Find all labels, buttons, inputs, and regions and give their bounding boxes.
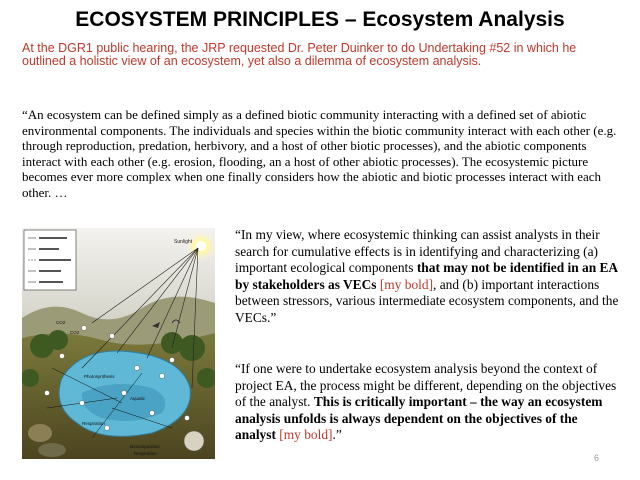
diagram-label: Respiration <box>134 451 157 456</box>
sun-label: Sunlight <box>174 239 193 245</box>
diagram-label: CO2 <box>70 330 80 335</box>
quote3-text: “If one were to undertake ecosystem analysis beyond the context of project EA, the process might be different, depending on the objectives of the analyst. <box>235 361 617 410</box>
ecosystem-illustration <box>22 228 215 459</box>
intro-text: At the DGR1 public hearing, the JRP requested Dr. Peter Duinker to do Undertaking #52 in which he outlined a holistic view of an ecosystem, yet also a dilemma of ecosystem analysis. <box>22 41 577 68</box>
quote2-bold: that may not be identified in an EA by stakeholders as VECs <box>235 260 618 292</box>
quote3-text-end: .” <box>332 427 342 443</box>
quote2-text: “In my view, where ecosystemic thinking can assist analysts in their search for cumulative effects is in identifying and characterizing (a) important ecological components <box>235 227 600 276</box>
page-number: 6 <box>594 453 600 463</box>
quote3-bold: This is critically important – the way an ecosystem analysis unfolds is always dependent on the objectives of the analyst <box>235 394 603 443</box>
quote3-my-bold: [my bold] <box>275 427 333 443</box>
cumulative-effects-quote <box>235 227 620 327</box>
diagram-label: Decomposition <box>130 444 160 449</box>
slide-title: ECOSYSTEM PRINCIPLES – Ecosystem Analysis <box>75 8 565 31</box>
diagram-label: Respiration <box>82 421 105 426</box>
ecosystem-definition-quote: “An ecosystem can be defined simply as a defined biotic community interacting with a defined set of abiotic environmental components. The individuals and species within the biotic community interact with each other (e.g. through reproduction, predation, herbivory, and a host of other biotic processes), and the abiotic components interact with each other (e.g. erosion, flooding, an a host of other abiotic processes). The ecosystemic picture becomes ever more complex when one finally considers how the abiotic and biotic processes interact with each other. … <box>22 107 617 200</box>
diagram-label: Aquatic <box>130 396 146 401</box>
diagram-label: Photosynthesis <box>84 374 115 379</box>
quote2-text-end: , and (b) important interactions between stressors, various intermediate ecosystem components, and the VECs.” <box>235 276 619 325</box>
diagram-label: CO2 <box>56 320 66 325</box>
analyst-objectives-quote <box>235 361 620 444</box>
quote2-my-bold: [my bold] <box>376 276 434 292</box>
ecosystem-diagram <box>22 228 215 459</box>
